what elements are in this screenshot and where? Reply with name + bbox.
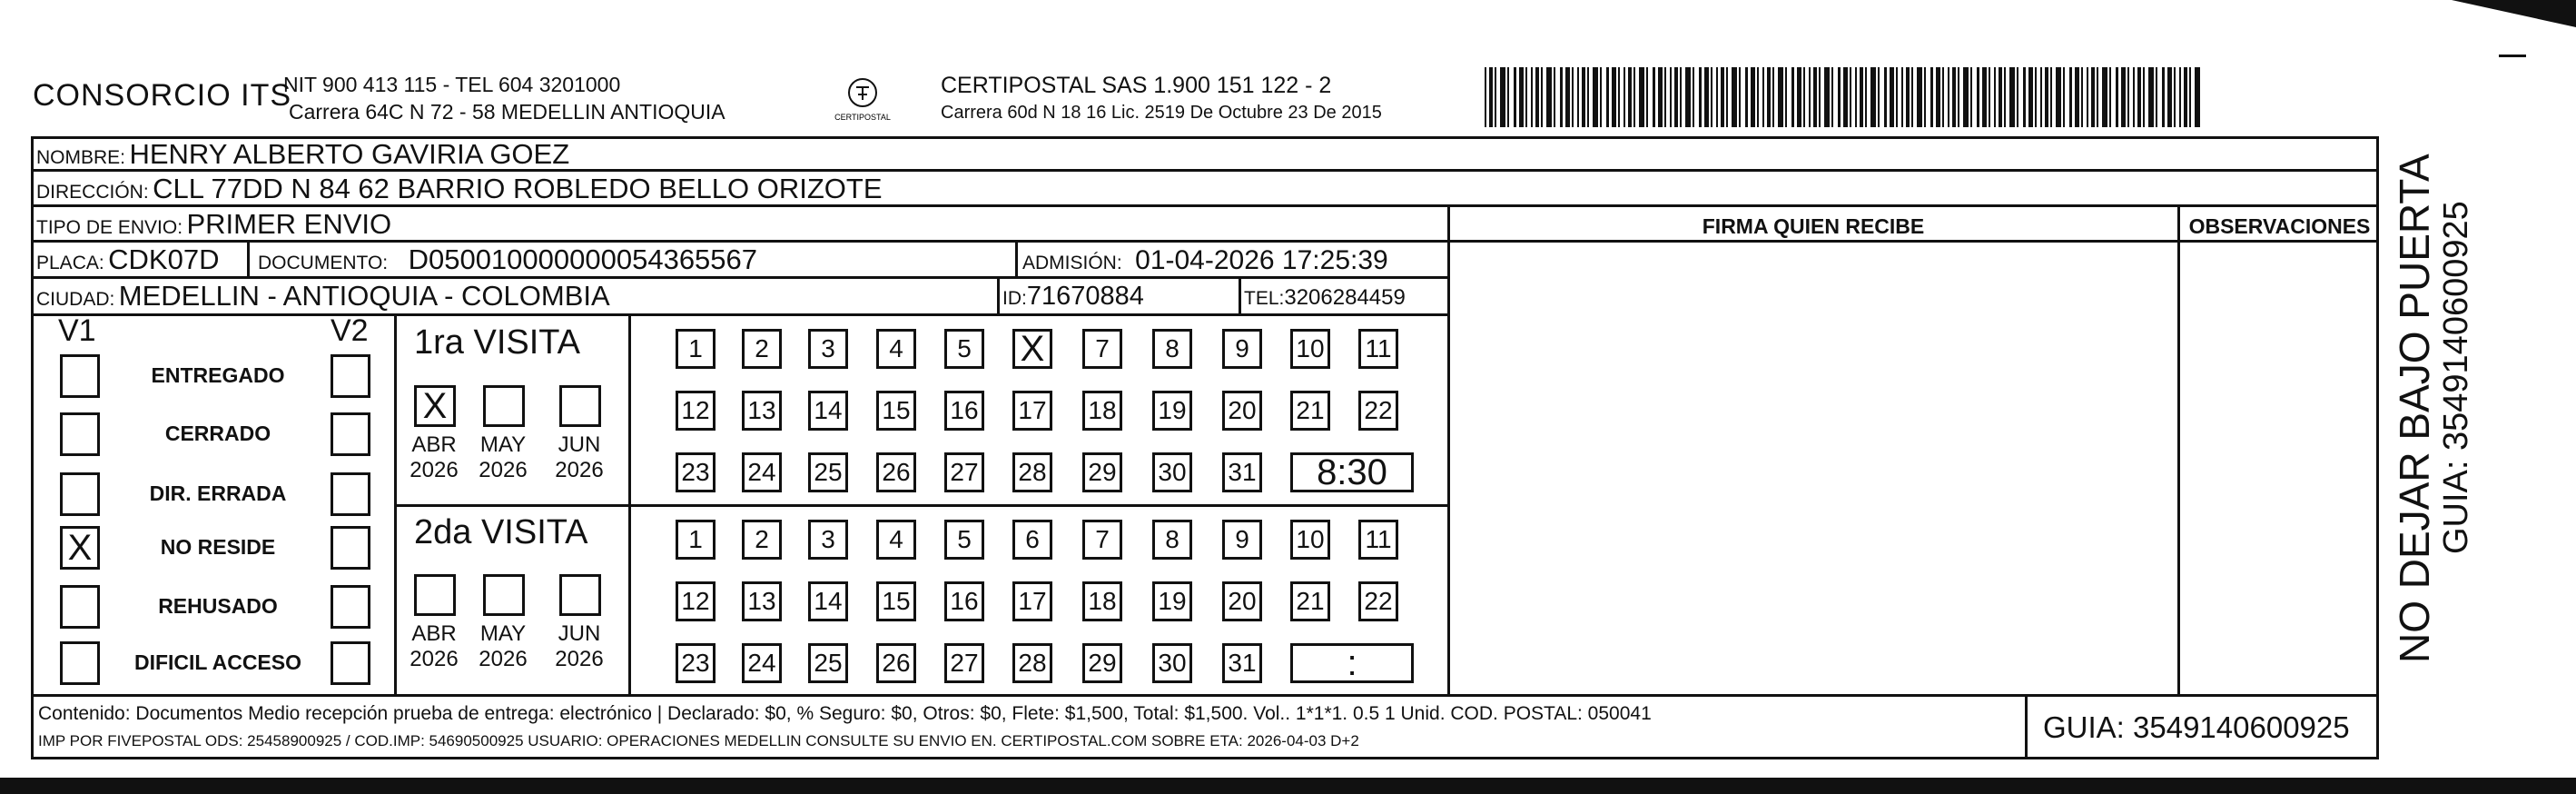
barcode-bar [1721,67,1724,127]
barcode-bar [2116,67,2118,127]
day-cell[interactable]: 21 [1290,391,1330,431]
day-cell[interactable]: 20 [1222,391,1262,431]
barcode-bar [1633,67,1635,127]
barcode-bar [1693,67,1694,127]
barcode-bar [1525,67,1527,127]
v1-label: V1 [58,313,96,348]
direccion-row [36,173,883,205]
barcode-bar [2075,67,2079,127]
barcode-bar [2091,67,2095,127]
barcode-bar [1803,67,1805,127]
barcode-bar [1541,67,1543,127]
company-address: Carrera 64C N 72 - 58 MEDELLIN ANTIOQUIA [289,100,725,124]
barcode-bar [1911,67,1913,127]
barcode-bar [1870,67,1876,127]
barcode-bar [1890,67,1894,127]
day-cell[interactable]: 3 [808,329,848,369]
barcode-bar [2195,67,2200,127]
status-v2-checkbox[interactable] [331,412,370,456]
barcode-bar [1999,67,2002,127]
divider [2177,207,2180,694]
tel-label: TEL: [1244,288,1285,309]
barcode-bar [1628,67,1632,127]
barcode-bar [2137,67,2141,127]
barcode-bar [1952,67,1956,127]
divider [1239,276,1241,313]
barcode-bar [2143,67,2145,127]
corner-mark [2452,0,2576,27]
month-label: JUN [558,621,601,646]
barcode-bar [1917,67,1922,127]
day-cell[interactable]: 4 [876,329,916,369]
divider [2025,694,2028,759]
day-cell[interactable]: 30 [1152,643,1192,683]
barcode-bar [1554,67,1555,127]
barcode-bar [1901,67,1903,127]
day-cell[interactable]: 11 [1358,329,1398,369]
barcode-bar [1855,67,1857,127]
day-cell[interactable]: 9 [1222,329,1262,369]
month-checkbox[interactable] [483,385,525,427]
barcode-bar [1850,67,1851,127]
day-cell[interactable]: 25 [808,643,848,683]
barcode-bar [1791,67,1794,127]
barcode-bar [1819,67,1821,127]
day-cell[interactable]: 22 [1358,581,1398,621]
barcode-bar [1658,67,1663,127]
day-cell[interactable]: 31 [1222,452,1262,492]
barcode-bar [1809,67,1811,127]
day-cell[interactable]: 25 [808,452,848,492]
status-v1-checkbox[interactable] [60,641,100,685]
ciudad-row [36,280,610,313]
barcode-bar [1495,67,1496,127]
barcode-bar [1685,67,1691,127]
day-cell[interactable]: 21 [1290,581,1330,621]
status-v1-checkbox[interactable] [60,472,100,516]
placa-label: PLACA: [36,253,104,273]
barcode-bar [1936,67,1940,127]
nombre-value: HENRY ALBERTO GAVIRIA GOEZ [129,138,570,170]
day-cell[interactable]: 1 [676,329,716,369]
barcode-bar [2087,67,2088,127]
status-row-label: NO RESIDE [160,535,276,559]
barcode-bar [2035,67,2037,127]
barcode-bar [2004,67,2006,127]
barcode-bar [1593,67,1598,127]
year-label: 2026 [555,647,604,671]
day-cell[interactable]: 16 [944,391,984,431]
barcode-bar [2133,67,2135,127]
day-cell[interactable]: 19 [1152,581,1192,621]
barcode-bar [1824,67,1830,127]
company-name: CONSORCIO ITS [33,78,292,113]
divider [31,313,1449,316]
month-label: ABR [411,621,457,646]
tel-value: 3206284459 [1284,285,1406,310]
day-cell[interactable]: 16 [944,581,984,621]
barcode-bar [2121,67,2126,127]
company-nit: NIT 900 413 115 - TEL 604 3201000 [283,73,621,96]
time-box[interactable]: 8:30 [1290,452,1414,492]
barcode-bar [1772,67,1774,127]
barcode-bar [1565,67,1570,127]
day-cell[interactable]: 12 [676,581,716,621]
barcode-bar [1797,67,1801,127]
barcode-bar [1582,67,1585,127]
day-cell[interactable]: 23 [676,643,716,683]
documento-label: DOCUMENTO: [258,253,389,273]
barcode-bar [1989,67,1990,127]
barcode-bar [1865,67,1867,127]
side-guia-text: GUIA: 3549140600925 [2437,201,2475,554]
barcode-bar [1767,67,1771,127]
footer-guia: GUIA: 3549140600925 [2043,710,2350,744]
barcode-bar [1963,67,1969,127]
day-cell[interactable]: 12 [676,391,716,431]
day-cell[interactable]: 7 [1082,329,1122,369]
day-cell[interactable]: 22 [1358,391,1398,431]
day-cell[interactable]: 29 [1082,643,1122,683]
day-cell[interactable]: 26 [876,452,916,492]
barcode-bar [2097,67,2098,127]
day-cell[interactable]: 19 [1152,391,1192,431]
barcode-bar [1612,67,1616,127]
day-cell[interactable]: 14 [808,581,848,621]
barcode-bar [2063,67,2065,127]
day-cell[interactable]: 20 [1222,581,1262,621]
tel-row [1244,285,1406,311]
day-cell[interactable]: 28 [1012,452,1052,492]
barcode-bar [1813,67,1817,127]
year-label: 2026 [410,647,459,671]
day-cell[interactable]: 4 [876,520,916,560]
month-checkbox[interactable] [414,574,456,616]
day-cell[interactable]: 28 [1012,643,1052,683]
status-v2-checkbox[interactable] [331,354,370,398]
status-v1-checkbox[interactable] [60,412,100,456]
day-cell[interactable]: 6 [1012,520,1052,560]
nombre-row [36,138,569,171]
barcode-bar [1674,67,1678,127]
barcode-bar [1716,67,1718,127]
barcode-bar [1514,67,1516,127]
bottom-bar [0,778,2576,794]
barcode-bar [1757,67,1759,127]
barcode-bar [2017,67,2018,127]
barcode-bar [2102,67,2107,127]
day-cell[interactable]: 10 [1290,520,1330,560]
barcode-bar [1606,67,1609,127]
barcode-bar [1762,67,1764,127]
ciudad-label: CIUDAD: [36,289,115,310]
barcode-bar [1624,67,1625,127]
barcode-bar [1485,67,1486,127]
certipostal-logo [822,73,903,127]
barcode-bar [1699,67,1702,127]
id-value: 71670884 [1026,282,1144,311]
barcode-bar [1942,67,1944,127]
barcode-bar [2174,67,2176,127]
barcode-bar [2127,67,2129,127]
month-label: JUN [558,432,601,457]
barcode-bar [1489,67,1493,127]
barcode-bar [2081,67,2083,127]
corner-dash [2499,55,2526,57]
barcode-bar [2009,67,2015,127]
barcode-bar [1704,67,1709,127]
placa-value: CDK07D [108,243,220,275]
day-cell[interactable]: 17 [1012,581,1052,621]
divider [31,276,1449,279]
day-cell[interactable]: 18 [1082,581,1122,621]
corner-triangle-icon [2452,0,2576,27]
barcode-bar [1726,67,1728,127]
barcode-bar [1838,67,1841,127]
month-checkbox[interactable]: X [414,385,456,427]
barcode-bar [1739,67,1741,127]
day-cell[interactable]: X [1012,329,1052,369]
barcode-bar [1531,67,1533,127]
month-checkbox[interactable] [559,574,601,616]
divider [1449,240,2379,243]
day-cell[interactable]: 9 [1222,520,1262,560]
observaciones-area[interactable] [2181,243,2377,692]
year-label: 2026 [479,458,528,482]
day-cell[interactable]: 15 [876,581,916,621]
day-cell[interactable]: 13 [742,391,782,431]
barcode-bar [2050,67,2052,127]
documento-value: D050010000000054365567 [408,243,758,275]
barcode-bar [1994,67,1996,127]
barcode-bar [1600,67,1602,127]
barcode-bar [1560,67,1563,127]
day-cell[interactable]: 8 [1152,329,1192,369]
second-visit-label: 2da VISITA [414,513,588,551]
day-cell[interactable]: 10 [1290,329,1330,369]
barcode-bar [1546,67,1552,127]
barcode-bar [2109,67,2111,127]
divider [247,240,250,276]
status-row-label: DIFICIL ACCESO [133,650,301,674]
barcode-bar [1745,67,1748,127]
first-visit-label: 1ra VISITA [414,323,581,362]
barcode-bar [2162,67,2165,127]
day-cell[interactable]: 7 [1082,520,1122,560]
barcode-bar [2156,67,2157,127]
barcode-bar [1860,67,1863,127]
contenido-text: Contenido: Documentos Medio recepción prueba de entrega: electrónico | Declarado: $0, % Seguro: $0, Otros: $0, Flete: $1,500, Total: $1,500. Vol.. 1*1*1. 0.5 1 Unid. COD. POSTAL: 050041 [38,703,1652,724]
time-box[interactable]: : [1290,643,1414,683]
barcode-bar [1646,67,1648,127]
barcode-bar [1535,67,1539,127]
month-label: MAY [479,432,527,457]
month-checkbox[interactable] [559,385,601,427]
year-label: 2026 [479,647,528,671]
status-row-label: CERRADO [164,422,271,445]
nombre-label: NOMBRE: [36,147,126,168]
certipostal-logo-icon [822,73,903,127]
barcode-bar [2028,67,2033,127]
barcode-bar [2184,67,2187,127]
barcode-bar [1639,67,1644,127]
day-cell[interactable]: 15 [876,391,916,431]
imp-text: IMP POR FIVEPOSTAL ODS: 25458900925 / COD.IMP: 54690500925 USUARIO: OPERACIONES MEDELLIN CONSULTE SU ENVIO EN. CERTIPOSTAL.COM SOBRE ETA: 2026-04-03 D+2 [38,732,1359,749]
divider [394,504,1449,507]
barcode-bar [1572,67,1574,127]
divider [1015,240,1018,276]
direccion-label: DIRECCIÓN: [36,182,149,203]
logo-text: CERTIPOSTAL [834,113,891,122]
status-row-label: DIR. ERRADA [149,481,287,505]
barcode-bar [1778,67,1783,127]
status-v1-checkbox[interactable] [60,354,100,398]
admision-row [1022,245,1388,276]
firma-area[interactable] [1451,243,2176,692]
barcode-bar [1948,67,1949,127]
direccion-value: CLL 77DD N 84 62 BARRIO ROBLEDO BELLO ORIZOTE [153,173,883,204]
day-cell[interactable]: 2 [742,520,782,560]
barcode-bar [1982,67,1987,127]
side-text-block [2388,154,2515,663]
day-cell[interactable]: 29 [1082,452,1122,492]
day-cell[interactable]: 3 [808,520,848,560]
id-label: ID: [1002,288,1027,309]
day-cell[interactable]: 8 [1152,520,1192,560]
barcode-bar [2148,67,2154,127]
documento-row [258,243,757,276]
admision-value: 01-04-2026 17:25:39 [1135,245,1388,275]
barcode-bar [2167,67,2172,127]
barcode-bar [1906,67,1910,127]
month-label: MAY [479,621,527,646]
barcode-bar [2040,67,2042,127]
barcode-bar [1958,67,1959,127]
barcode-bar [1896,67,1898,127]
day-cell[interactable]: 26 [876,643,916,683]
observaciones-label: OBSERVACIONES [2188,214,2371,238]
barcode-bar [1977,67,1979,127]
status-v1-checkbox[interactable] [60,585,100,629]
carrier-name: CERTIPOSTAL SAS 1.900 151 122 - 2 [941,73,1332,98]
divider [1447,207,1450,694]
barcode-bar [1751,67,1755,127]
barcode-bar [1843,67,1848,127]
barcode [1485,67,2202,127]
v2-label: V2 [331,313,369,348]
day-cell[interactable]: 27 [944,452,984,492]
day-cell[interactable]: 2 [742,329,782,369]
day-cell[interactable]: 24 [742,643,782,683]
day-cell[interactable]: 17 [1012,391,1052,431]
barcode-bar [1577,67,1579,127]
barcode-bar [1587,67,1589,127]
no-dejar-text: NO DEJAR BAJO PUERTA [2391,154,2438,663]
barcode-bar [2045,67,2048,127]
barcode-bar [1924,67,1926,127]
status-v2-checkbox[interactable] [331,472,370,516]
tipo-row [36,208,391,241]
barcode-bar [1507,67,1509,127]
admision-label: ADMISIÓN: [1022,253,1122,273]
barcode-bar [1884,67,1887,127]
day-cell[interactable]: 1 [676,520,716,560]
barcode-bar [1785,67,1787,127]
divider [997,276,1000,313]
status-v1-checkbox[interactable]: X [60,526,100,570]
barcode-bar [2069,67,2072,127]
day-cell[interactable]: 14 [808,391,848,431]
status-row-label: ENTREGADO [151,363,285,387]
barcode-bar [1831,67,1833,127]
barcode-bar [1519,67,1524,127]
day-cell[interactable]: 31 [1222,643,1262,683]
barcode-bar [1618,67,1620,127]
day-cell[interactable]: 13 [742,581,782,621]
barcode-bar [1930,67,1933,127]
placa-row [36,243,219,276]
barcode-bar [1970,67,1972,127]
id-row [1002,282,1144,312]
barcode-bar [1670,67,1672,127]
barcode-bar [1711,67,1712,127]
year-label: 2026 [410,458,459,482]
barcode-bar [1500,67,1505,127]
ciudad-value: MEDELLIN - ANTIOQUIA - COLOMBIA [118,280,610,312]
tipo-value: PRIMER ENVIO [186,208,392,240]
barcode-bar [1732,67,1737,127]
year-label: 2026 [555,458,604,482]
barcode-bar [1878,67,1880,127]
day-cell[interactable]: 27 [944,643,984,683]
month-checkbox[interactable] [483,574,525,616]
day-cell[interactable]: 5 [944,520,984,560]
day-cell[interactable]: 18 [1082,391,1122,431]
tipo-label: TIPO DE ENVIO: [36,217,183,238]
day-cell[interactable]: 30 [1152,452,1192,492]
barcode-bar [2179,67,2181,127]
barcode-bar [2023,67,2026,127]
status-v2-checkbox[interactable] [331,641,370,685]
barcode-bar [1653,67,1655,127]
barcode-bar [1664,67,1666,127]
month-label: ABR [411,432,457,457]
barcode-bar [2189,67,2191,127]
barcode-bar [1680,67,1682,127]
day-cell[interactable]: 23 [676,452,716,492]
status-v2-checkbox[interactable] [331,526,370,570]
day-cell[interactable]: 5 [944,329,984,369]
firma-label: FIRMA QUIEN RECIBE [1702,214,1925,238]
barcode-bar [2056,67,2061,127]
status-row-label: REHUSADO [158,594,278,618]
day-cell[interactable]: 11 [1358,520,1398,560]
day-cell[interactable]: 24 [742,452,782,492]
carrier-address: Carrera 60d N 18 16 Lic. 2519 De Octubre 23 De 2015 [941,103,1382,123]
status-v2-checkbox[interactable] [331,585,370,629]
